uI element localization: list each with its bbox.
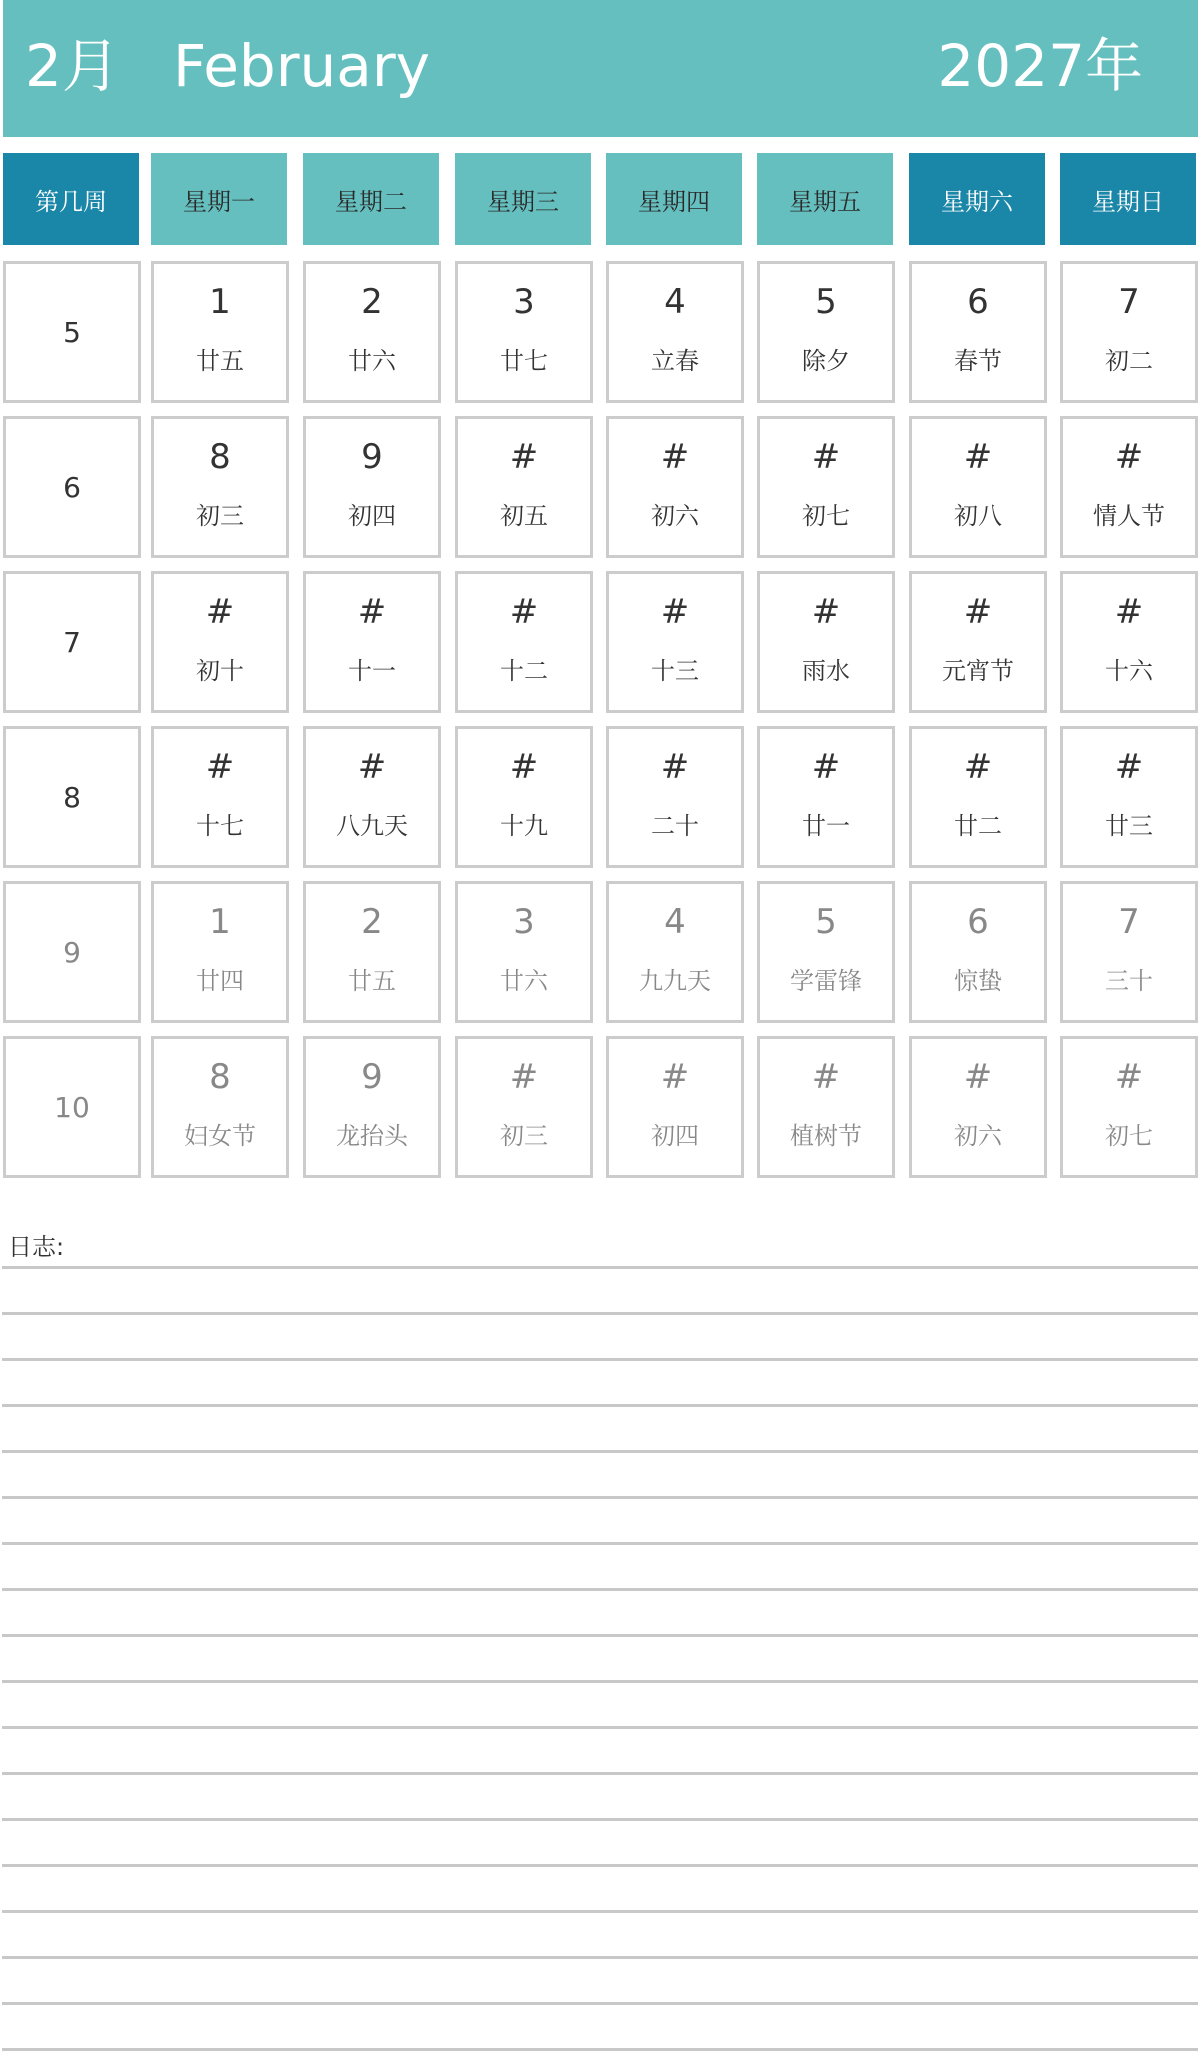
day-number: # [205,592,235,632]
log-line [2,1956,1198,1959]
lunar-date: 初七 [1105,1122,1153,1150]
day-number: # [963,592,993,632]
day-cell[interactable] [606,571,744,713]
day-number: # [1114,1057,1144,1097]
week-number-cell [3,261,141,403]
day-number: # [509,1057,539,1097]
day-number: # [963,747,993,787]
log-line [2,2002,1198,2005]
lunar-date: 初三 [196,502,244,530]
day-number: # [963,437,993,477]
lunar-date: 廿六 [348,347,396,375]
day-cell[interactable] [303,881,441,1023]
day-cell[interactable] [1060,571,1198,713]
lunar-date: 春节 [954,347,1002,375]
day-cell[interactable] [909,726,1047,868]
day-cell[interactable] [606,1036,744,1178]
log-line [2,1496,1198,1499]
lunar-date: 十七 [196,812,244,840]
log-line [2,1588,1198,1591]
week-number: 5 [63,315,81,349]
day-cell[interactable] [757,571,895,713]
lunar-date: 惊蛰 [954,967,1002,995]
lunar-date: 八九天 [336,812,408,840]
log-line [2,2048,1198,2051]
day-cell[interactable] [909,1036,1047,1178]
day-cell[interactable] [455,1036,593,1178]
lunar-date: 十二 [500,657,548,685]
day-number: 5 [815,282,837,322]
day-number: 2 [361,282,383,322]
day-cell[interactable] [757,1036,895,1178]
day-cell[interactable] [303,1036,441,1178]
day-number: # [811,747,841,787]
day-cell[interactable] [455,881,593,1023]
lunar-date: 除夕 [802,347,850,375]
month-en: February [173,32,431,100]
day-cell[interactable] [909,416,1047,558]
day-cell[interactable] [1060,726,1198,868]
day-number: # [811,437,841,477]
day-cell[interactable] [303,416,441,558]
day-number: 7 [1118,282,1140,322]
column-header-day: 星期六 [909,153,1045,245]
column-header-day: 星期四 [606,153,742,245]
lunar-date: 初四 [348,502,396,530]
day-number: 8 [209,437,231,477]
day-number: 2 [361,902,383,942]
day-cell[interactable] [1060,881,1198,1023]
day-number: 5 [815,902,837,942]
lunar-date: 初二 [1105,347,1153,375]
day-number: # [1114,747,1144,787]
log-line [2,1864,1198,1867]
column-header-day: 星期五 [757,153,893,245]
lunar-date: 十一 [348,657,396,685]
lunar-date: 情人节 [1093,502,1165,530]
lunar-date: 廿一 [802,812,850,840]
column-header-day: 星期日 [1060,153,1196,245]
day-number: # [1114,592,1144,632]
log-line [2,1772,1198,1775]
lunar-date: 妇女节 [184,1122,256,1150]
day-number: 1 [209,282,231,322]
day-number: 8 [209,1057,231,1097]
day-cell[interactable] [455,571,593,713]
day-cell[interactable] [757,726,895,868]
lunar-date: 廿二 [954,812,1002,840]
day-cell[interactable] [757,416,895,558]
day-cell[interactable] [455,261,593,403]
day-cell[interactable] [151,881,289,1023]
day-number: # [660,747,690,787]
week-number: 6 [63,470,81,504]
day-cell[interactable] [151,261,289,403]
day-number: # [509,592,539,632]
log-line [2,1266,1198,1269]
day-cell[interactable] [455,416,593,558]
lunar-date: 十九 [500,812,548,840]
lunar-date: 龙抬头 [336,1122,408,1150]
day-cell[interactable] [151,726,289,868]
log-line [2,1404,1198,1407]
day-number: 4 [664,282,686,322]
day-cell[interactable] [303,571,441,713]
day-cell[interactable] [151,1036,289,1178]
day-cell[interactable] [909,571,1047,713]
lunar-date: 立春 [651,347,699,375]
lunar-date: 廿五 [348,967,396,995]
log-line [2,1634,1198,1637]
day-number: 1 [209,902,231,942]
day-number: # [509,437,539,477]
log-line [2,1450,1198,1453]
day-cell[interactable] [757,261,895,403]
day-number: # [205,747,235,787]
day-cell[interactable] [606,881,744,1023]
lunar-date: 三十 [1105,967,1153,995]
day-number: # [357,747,387,787]
log-line [2,1910,1198,1913]
log-line [2,1680,1198,1683]
day-number: # [509,747,539,787]
day-cell[interactable] [909,881,1047,1023]
column-header-week: 第几周 [3,153,139,245]
log-line [2,1542,1198,1545]
day-cell[interactable] [1060,1036,1198,1178]
week-number: 10 [54,1090,90,1124]
lunar-date: 廿五 [196,347,244,375]
day-number: # [660,1057,690,1097]
day-cell[interactable] [151,571,289,713]
day-number: 4 [664,902,686,942]
lunar-date: 二十 [651,812,699,840]
lunar-date: 元宵节 [942,657,1014,685]
log-line [2,1312,1198,1315]
lunar-date: 初五 [500,502,548,530]
lunar-date: 廿三 [1105,812,1153,840]
day-number: # [357,592,387,632]
lunar-date: 初三 [500,1122,548,1150]
day-number: 9 [361,437,383,477]
lunar-date: 十六 [1105,657,1153,685]
log-line [2,1818,1198,1821]
lunar-date: 廿六 [500,967,548,995]
day-cell[interactable] [1060,416,1198,558]
day-number: 7 [1118,902,1140,942]
day-number: # [1114,437,1144,477]
day-number: 3 [513,282,535,322]
lunar-date: 初六 [651,502,699,530]
calendar-header [3,0,1198,137]
week-number-cell [3,726,141,868]
day-cell[interactable] [303,261,441,403]
lunar-date: 初六 [954,1122,1002,1150]
day-number: 6 [967,902,989,942]
day-cell[interactable] [606,416,744,558]
month-cn: 2月 [25,32,120,100]
lunar-date: 学雷锋 [790,967,862,995]
lunar-date: 初七 [802,502,850,530]
lunar-date: 初十 [196,657,244,685]
day-cell[interactable] [606,261,744,403]
lunar-date: 初八 [954,502,1002,530]
day-number: # [660,592,690,632]
lunar-date: 初四 [651,1122,699,1150]
lunar-date: 廿四 [196,967,244,995]
lunar-date: 植树节 [790,1122,862,1150]
log-line [2,1358,1198,1361]
column-header-day: 星期二 [303,153,439,245]
day-number: 3 [513,902,535,942]
day-number: 6 [967,282,989,322]
day-number: # [811,1057,841,1097]
week-number-cell [3,881,141,1023]
week-number-cell [3,1036,141,1178]
week-number-cell [3,416,141,558]
log-line [2,1726,1198,1729]
day-cell[interactable] [1060,261,1198,403]
week-number: 8 [63,780,81,814]
lunar-date: 九九天 [639,967,711,995]
day-number: 9 [361,1057,383,1097]
day-number: # [660,437,690,477]
week-number: 9 [63,935,81,969]
week-number-cell [3,571,141,713]
day-cell[interactable] [455,726,593,868]
day-cell[interactable] [606,726,744,868]
day-cell[interactable] [757,881,895,1023]
log-label: 日志: [8,1233,65,1261]
week-number: 7 [63,625,81,659]
lunar-date: 雨水 [802,657,850,685]
day-cell[interactable] [151,416,289,558]
year-label: 2027年 [937,32,1143,100]
day-number: # [811,592,841,632]
day-cell[interactable] [909,261,1047,403]
day-number: # [963,1057,993,1097]
lunar-date: 十三 [651,657,699,685]
day-cell[interactable] [303,726,441,868]
column-header-day: 星期一 [151,153,287,245]
lunar-date: 廿七 [500,347,548,375]
column-header-day: 星期三 [455,153,591,245]
